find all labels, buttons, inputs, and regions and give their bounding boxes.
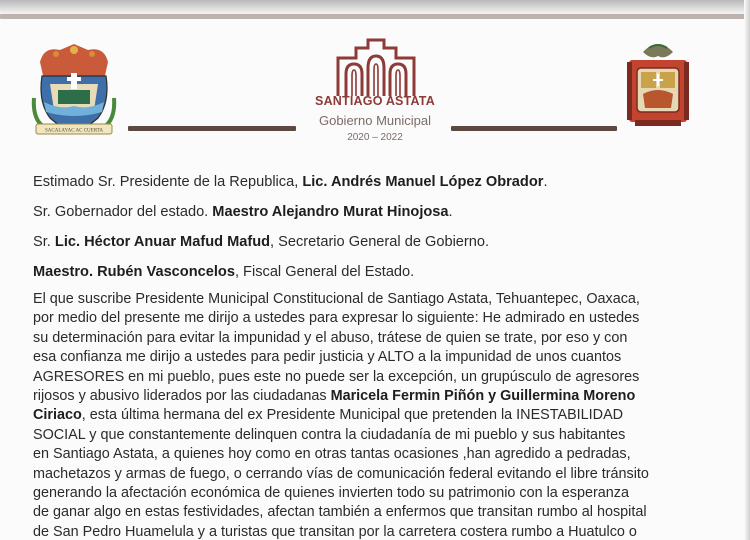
body-line: por medio del presente me dirijo a ustedes para expresar lo siguiente: He admirado en ustedes (33, 310, 640, 327)
letter-body-paragraph (33, 290, 717, 540)
body-line: rijosos y abusivo liderados por las ciudadanas Maricela Fermin Piñón y Guillermina Moreno (33, 388, 636, 405)
addressee-line-governor: Sr. Gobernador del estado. Maestro Alejandro Murat Hinojosa. (33, 204, 453, 220)
body-line: SOCIAL y que constantemente delinquen contra la ciudadanía de mi pueblo y sus habitantes (33, 426, 626, 443)
government-label: Gobierno Municipal (318, 113, 431, 128)
header-rule-right (451, 126, 617, 131)
scan-shadow-right (744, 0, 750, 540)
top-border-rule (0, 14, 750, 19)
header-rule-left (128, 126, 296, 131)
santiago-astata-arch-logo (316, 38, 436, 98)
body-line: machetazos y armas de fuego, o cerrando vías de comunicación federal evitando el libre tránsito (33, 465, 649, 482)
accused-names-bold: Maricela Fermin Piñón y Guillermina Moreno (330, 388, 636, 405)
body-line: en Santiago Astata, a quienes hoy como en otras tantas ocasiones ,han agredido a pedradas, (33, 446, 631, 463)
accused-surname-bold: Ciriaco (33, 407, 82, 424)
body-line: su determinación para evitar la impunidad y el abuso, trátese de quien se trate, por eso y con (33, 329, 628, 346)
body-line: AGRESORES en mi pueblo, pues este no puede ser la excepción, un grupúsculo de agresores (33, 368, 640, 385)
term-years: 2020 – 2022 (347, 132, 403, 143)
oaxaca-state-seal-logo (625, 38, 691, 130)
body-line: esa confianza me dirijo a ustedes para pedir justicia y ALTO a la impunidad de unos cuantos (33, 349, 622, 366)
municipal-seal-logo (30, 40, 118, 140)
seal-motto-text: SACALAYAC AC CUERTA (44, 128, 104, 134)
body-line: de San Pedro Huamelula y a turistas que transitan por la carretera costera rumbo a Huatulco o (33, 523, 637, 540)
addressee-line-prosecutor: Maestro. Rubén Vasconcelos, Fiscal General del Estado. (33, 264, 415, 280)
body-line: Ciriaco, esta última hermana del ex Presidente Municipal que pretenden la INESTABILIDAD (33, 407, 624, 424)
addressee-line-president: Estimado Sr. Presidente de la Republica, Lic. Andrés Manuel López Obrador. (33, 174, 548, 190)
body-line: de ganar algo en estas festividades, afectan también a enfermos que transitan rumbo al hospital (33, 504, 647, 521)
body-line: El que suscribe Presidente Municipal Constitucional de Santiago Astata, Tehuantepec, Oaxaca, (33, 291, 640, 307)
body-line: generando la afectación económica de quienes invierten todo su patrimonio con la esperanza (33, 485, 630, 502)
municipality-name: SANTIAGO ASTATA (315, 94, 435, 108)
addressee-line-secretary: Sr. Lic. Héctor Anuar Mafud Mafud, Secretario General de Gobierno. (33, 234, 490, 250)
